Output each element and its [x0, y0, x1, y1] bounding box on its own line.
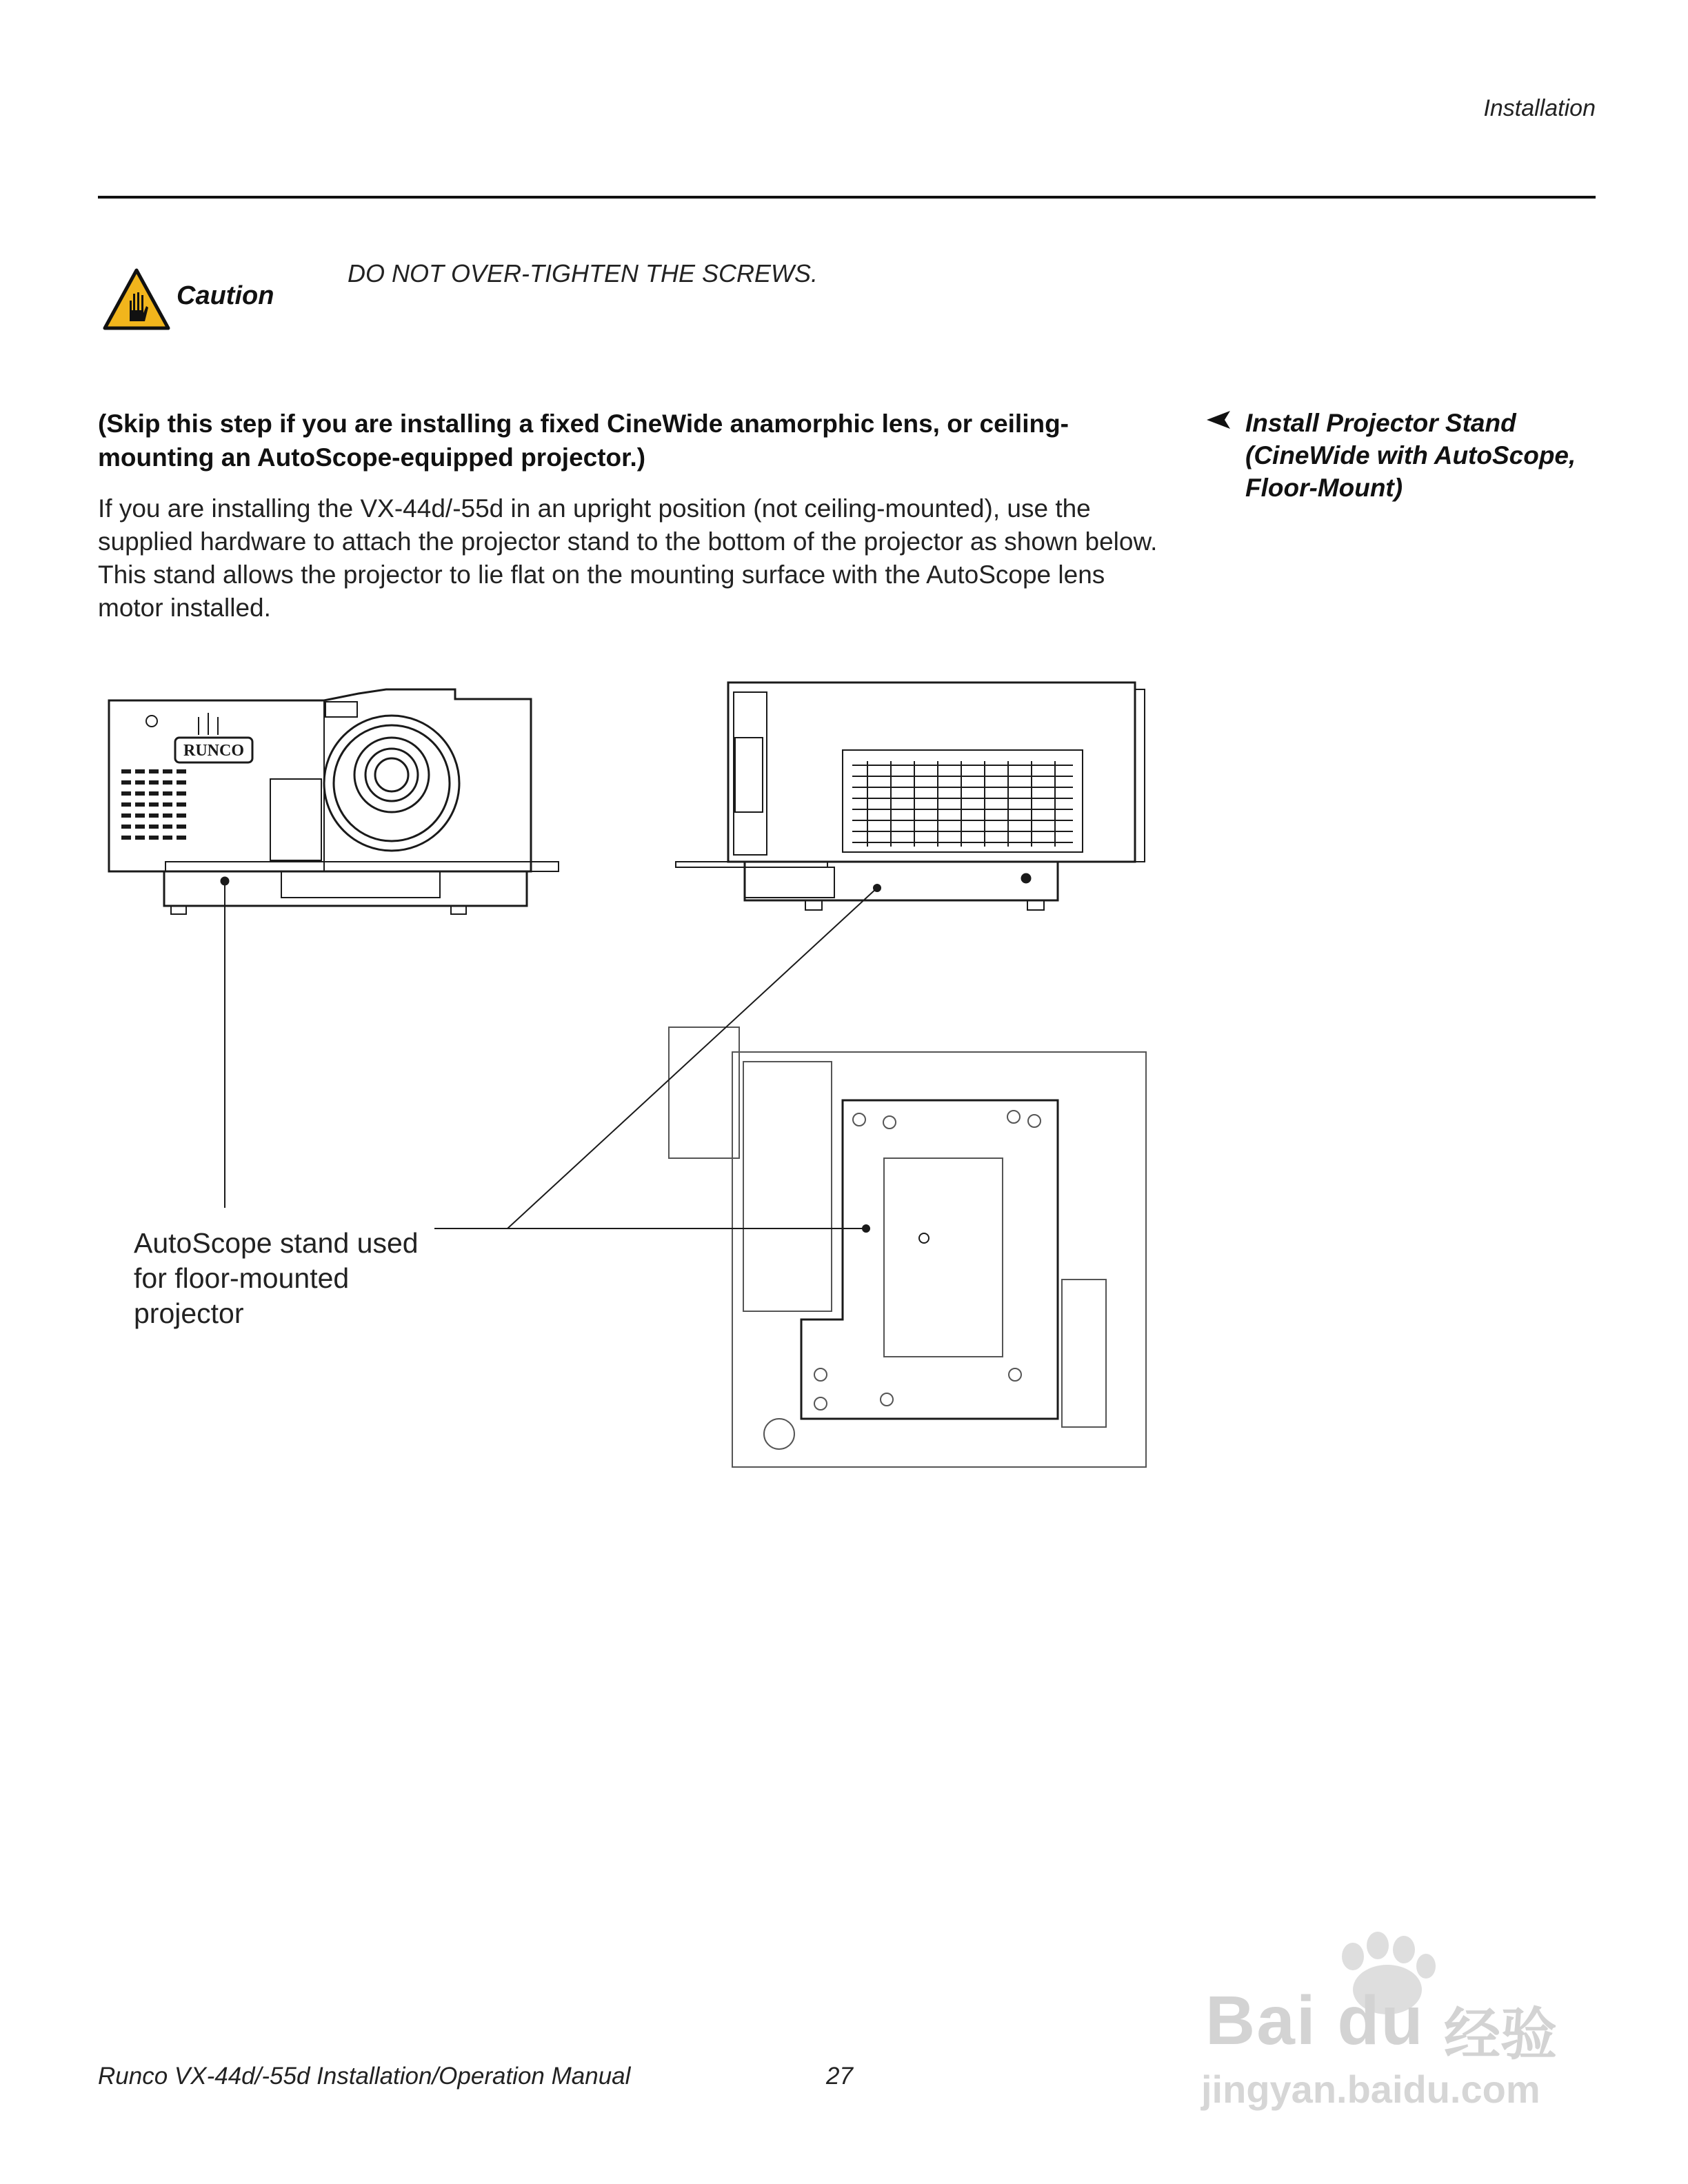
projector-bottom-view [669, 1027, 1146, 1467]
pointer-arrow-icon [1207, 411, 1230, 429]
projector-side-view [676, 682, 1145, 910]
caution-hand-warning-icon [102, 267, 171, 331]
callout-leaders [225, 884, 881, 1232]
side-grille [852, 761, 1073, 847]
watermark-brand: Bai du [1205, 1982, 1425, 2059]
front-vents [121, 769, 186, 840]
running-header: Installation [1483, 95, 1596, 121]
watermark-url: jingyan.baidu.com [1201, 2067, 1540, 2111]
caution-text: DO NOT OVER-TIGHTEN THE SCREWS. [348, 259, 818, 287]
caution-label: Caution [177, 281, 274, 310]
side-heading-title: Install Projector Stand (CineWide with AutoScope, Floor-Mount) [1245, 409, 1576, 502]
step-body-text: If you are installing the VX-44d/-55d in an upright position (not ceiling-mounted), use the supplied hardware to attach the projector stand to the bottom of the projector as shown below. This stand allows the projector to lie flat on the mounting surface with the AutoScope lens motor installed. [98, 494, 1158, 622]
autoscope-stand-callout: AutoScope stand used for floor-mounted projector [134, 1227, 419, 1329]
step-skip-note: (Skip this step if you are installing a fixed CineWide anamorphic lens, or ceiling-mounting an AutoScope-equipped projector.) [98, 410, 1069, 472]
header-rule [98, 196, 1596, 199]
projector-front-view [109, 689, 559, 914]
runco-logo: RUNCO [183, 742, 244, 760]
watermark-chinese: 经验 [1444, 2003, 1558, 2066]
footer-manual-title: Runco VX-44d/-55d Installation/Operation Manual [98, 2063, 631, 2090]
page-number: 27 [826, 2063, 853, 2090]
